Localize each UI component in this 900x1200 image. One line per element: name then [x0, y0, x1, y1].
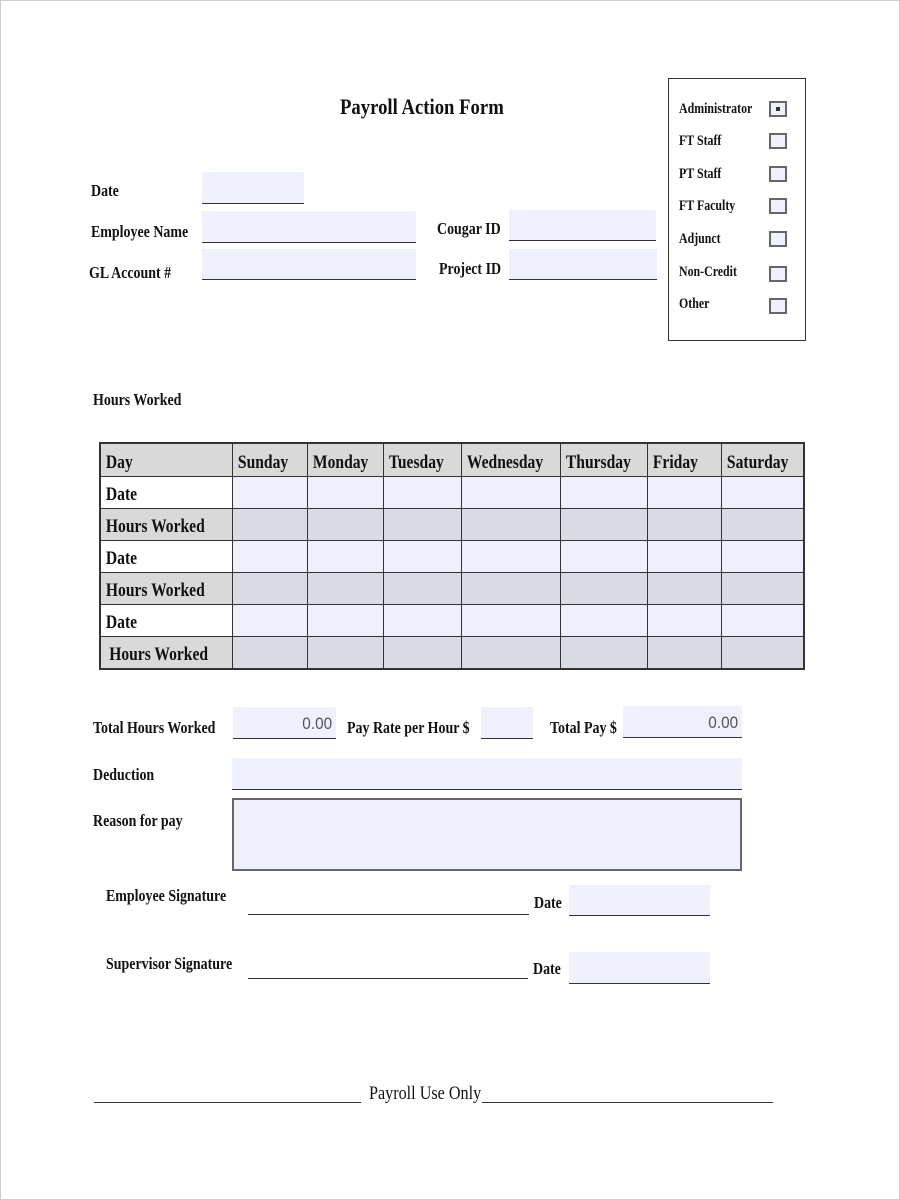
- column-header-friday: Friday: [647, 443, 721, 477]
- classification-label: Other: [679, 296, 710, 312]
- date-cell-wednesday[interactable]: [461, 541, 561, 573]
- date-cell-tuesday[interactable]: [383, 541, 461, 573]
- date-row: [100, 541, 804, 573]
- other-checkbox[interactable]: [769, 298, 787, 314]
- date-cell-saturday[interactable]: [721, 605, 803, 637]
- classification-label: Administrator: [679, 101, 753, 117]
- classification-other[interactable]: [679, 294, 799, 318]
- date-cell-thursday[interactable]: [561, 477, 647, 509]
- footer-line-left: [94, 1102, 361, 1103]
- hours-cell-wednesday[interactable]: [461, 637, 561, 670]
- total-pay-label: Total Pay $: [550, 718, 617, 737]
- hours-worked-row: [100, 573, 804, 605]
- employee-date-label: Date: [534, 893, 562, 912]
- date-cell-monday[interactable]: [307, 477, 383, 509]
- date-cell-tuesday[interactable]: [383, 477, 461, 509]
- payroll-use-only-label: Payroll Use Only: [369, 1083, 482, 1104]
- hours-cell-tuesday[interactable]: [383, 573, 461, 605]
- row-label: Date: [100, 477, 232, 509]
- hours-cell-thursday[interactable]: [561, 637, 647, 670]
- ft-staff-checkbox[interactable]: [769, 133, 787, 149]
- pay-rate-field[interactable]: [481, 707, 533, 739]
- total-hours-label: Total Hours Worked: [93, 718, 216, 737]
- date-label: Date: [91, 181, 119, 200]
- deduction-label: Deduction: [93, 765, 155, 784]
- hours-cell-sunday[interactable]: [232, 573, 307, 605]
- hours-worked-table: [99, 442, 805, 670]
- column-header-monday: Monday: [307, 443, 383, 477]
- hours-cell-wednesday[interactable]: [461, 573, 561, 605]
- hours-cell-saturday[interactable]: [721, 509, 803, 541]
- date-row: [100, 477, 804, 509]
- column-header-sunday: Sunday: [232, 443, 307, 477]
- column-header-wednesday: Wednesday: [461, 443, 561, 477]
- hours-cell-sunday[interactable]: [232, 509, 307, 541]
- footer-line-right: [482, 1102, 773, 1103]
- row-label: Date: [100, 605, 232, 637]
- date-cell-thursday[interactable]: [561, 541, 647, 573]
- cougar-id-label: Cougar ID: [437, 219, 501, 238]
- employee-signature-line[interactable]: [248, 914, 529, 915]
- date-cell-sunday[interactable]: [232, 477, 307, 509]
- row-label: Hours Worked: [100, 573, 232, 605]
- classification-non-credit[interactable]: [679, 262, 799, 286]
- pay-rate-label: Pay Rate per Hour $: [347, 718, 470, 737]
- date-cell-friday[interactable]: [647, 605, 721, 637]
- date-cell-monday[interactable]: [307, 605, 383, 637]
- table-header-row: [100, 443, 804, 477]
- hours-cell-tuesday[interactable]: [383, 509, 461, 541]
- hours-cell-friday[interactable]: [647, 573, 721, 605]
- employee-signature-label: Employee Signature: [106, 886, 227, 905]
- classification-label: FT Faculty: [679, 198, 736, 214]
- column-header-day: Day: [100, 443, 232, 477]
- row-label: Hours Worked: [100, 509, 232, 541]
- row-label: Hours Worked: [100, 637, 232, 670]
- hours-cell-thursday[interactable]: [561, 509, 647, 541]
- date-cell-sunday[interactable]: [232, 541, 307, 573]
- classification-adjunct[interactable]: [679, 229, 799, 253]
- reason-for-pay-textarea[interactable]: [232, 798, 742, 871]
- column-header-thursday: Thursday: [561, 443, 647, 477]
- project-id-field[interactable]: [509, 249, 657, 280]
- date-cell-saturday[interactable]: [721, 541, 803, 573]
- gl-account-label: GL Account #: [89, 263, 172, 282]
- hours-cell-friday[interactable]: [647, 637, 721, 670]
- hours-worked-section-label: Hours Worked: [93, 390, 182, 409]
- date-field[interactable]: [202, 172, 304, 204]
- project-id-label: Project ID: [439, 259, 502, 278]
- employee-name-label: Employee Name: [91, 222, 189, 241]
- date-cell-thursday[interactable]: [561, 605, 647, 637]
- adjunct-checkbox[interactable]: [769, 231, 787, 247]
- form-title: Payroll Action Form: [340, 94, 504, 119]
- hours-cell-tuesday[interactable]: [383, 637, 461, 670]
- classification-administrator[interactable]: [679, 99, 799, 123]
- classification-label: PT Staff: [679, 166, 722, 182]
- date-cell-friday[interactable]: [647, 541, 721, 573]
- classification-label: FT Staff: [679, 133, 722, 149]
- hours-cell-monday[interactable]: [307, 509, 383, 541]
- classification-label: Non-Credit: [679, 264, 737, 280]
- total-hours-value: 0.00: [302, 714, 332, 733]
- employee-name-field[interactable]: [202, 211, 416, 243]
- hours-cell-monday[interactable]: [307, 637, 383, 670]
- date-cell-saturday[interactable]: [721, 477, 803, 509]
- non-credit-checkbox[interactable]: [769, 266, 787, 282]
- cougar-id-field[interactable]: [509, 210, 656, 241]
- column-header-saturday: Saturday: [721, 443, 803, 477]
- date-cell-friday[interactable]: [647, 477, 721, 509]
- ft-faculty-checkbox[interactable]: [769, 198, 787, 214]
- date-cell-wednesday[interactable]: [461, 605, 561, 637]
- pt-staff-checkbox[interactable]: [769, 166, 787, 182]
- date-row: [100, 605, 804, 637]
- classification-pt-staff[interactable]: [679, 164, 799, 188]
- classification-ft-faculty[interactable]: [679, 196, 799, 220]
- hours-cell-saturday[interactable]: [721, 637, 803, 670]
- row-label: Date: [100, 541, 232, 573]
- hours-cell-friday[interactable]: [647, 509, 721, 541]
- gl-account-field[interactable]: [202, 249, 416, 280]
- hours-worked-row: [100, 509, 804, 541]
- hours-cell-monday[interactable]: [307, 573, 383, 605]
- date-cell-sunday[interactable]: [232, 605, 307, 637]
- supervisor-date-label: Date: [533, 959, 561, 978]
- hours-worked-row: [100, 637, 804, 670]
- hours-cell-saturday[interactable]: [721, 573, 803, 605]
- deduction-field[interactable]: [232, 758, 742, 790]
- column-header-tuesday: Tuesday: [383, 443, 461, 477]
- total-pay-field[interactable]: [623, 706, 742, 738]
- reason-for-pay-label: Reason for pay: [93, 811, 183, 830]
- supervisor-date-field[interactable]: [569, 952, 710, 984]
- hours-cell-sunday[interactable]: [232, 637, 307, 670]
- classification-label: Adjunct: [679, 231, 721, 247]
- total-hours-field[interactable]: [233, 707, 336, 739]
- date-cell-tuesday[interactable]: [383, 605, 461, 637]
- administrator-checkbox[interactable]: [769, 101, 787, 117]
- employee-classification-box: [668, 78, 806, 341]
- employee-date-field[interactable]: [569, 885, 710, 916]
- supervisor-signature-label: Supervisor Signature: [106, 954, 233, 973]
- supervisor-signature-line[interactable]: [248, 978, 528, 979]
- date-cell-wednesday[interactable]: [461, 477, 561, 509]
- date-cell-monday[interactable]: [307, 541, 383, 573]
- hours-cell-wednesday[interactable]: [461, 509, 561, 541]
- hours-cell-thursday[interactable]: [561, 573, 647, 605]
- total-pay-value: 0.00: [708, 713, 738, 732]
- classification-ft-staff[interactable]: [679, 131, 799, 155]
